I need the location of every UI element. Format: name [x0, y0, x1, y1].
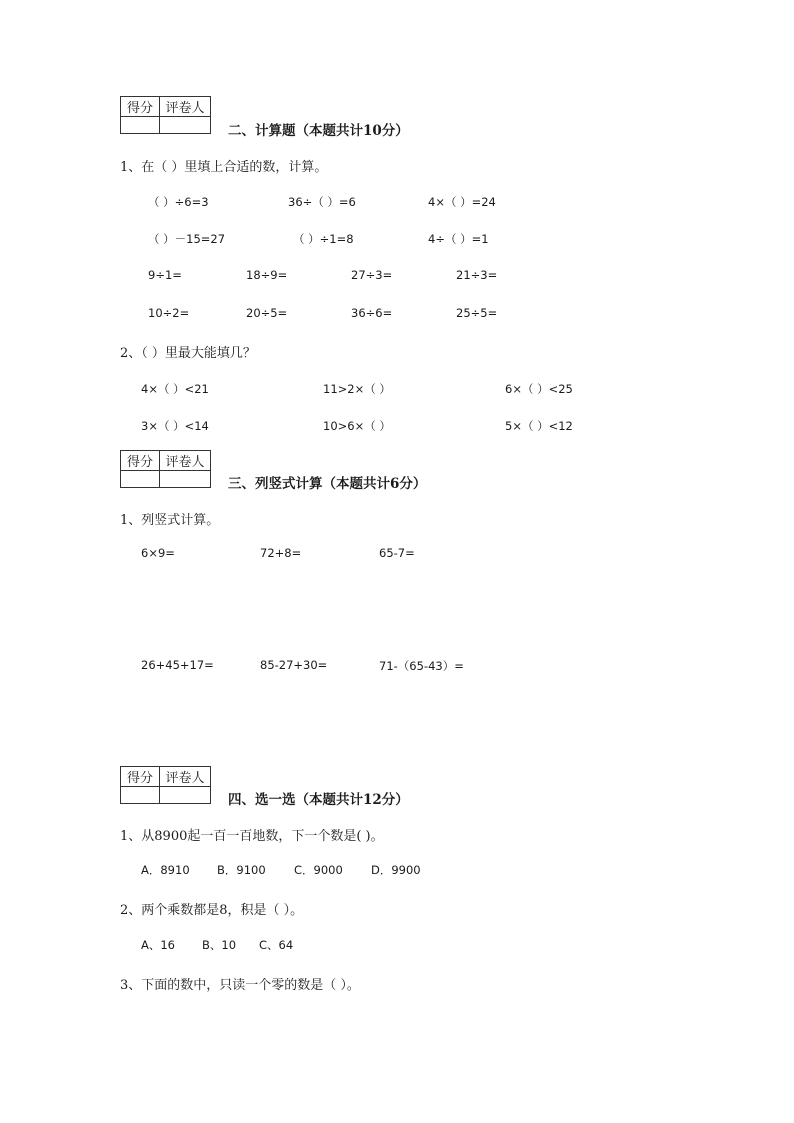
math-item: 5×（ ）<12 [505, 419, 573, 433]
math-item: 6×9= [141, 546, 175, 560]
option-b: B．9100 [217, 863, 266, 877]
question-prompt: 1、列竖式计算。 [120, 513, 220, 528]
score-label: 得分 [121, 97, 160, 117]
math-item: 4×（ ）<21 [141, 382, 209, 396]
score-table [120, 766, 211, 804]
math-item: 36÷（ ）=6 [288, 195, 356, 209]
math-item: （ ）÷6=3 [148, 195, 209, 209]
math-item: 85-27+30= [260, 658, 328, 672]
question-prompt: 1、在（ ）里填上合适的数，计算。 [120, 160, 328, 175]
grader-label: 评卷人 [160, 97, 211, 117]
question-prompt: 3、下面的数中，只读一个零的数是（ ）。 [120, 978, 360, 993]
math-item: 25÷5= [456, 306, 498, 320]
math-item: 72+8= [260, 546, 302, 560]
question-prompt: 2、两个乘数都是8，积是（ ）。 [120, 903, 304, 918]
grader-cell [160, 117, 211, 134]
option-c: C．9000 [294, 863, 343, 877]
grader-cell [160, 787, 211, 804]
score-table [120, 450, 211, 488]
grader-label: 评卷人 [160, 451, 211, 471]
math-item: 9÷1= [148, 268, 182, 282]
math-item: 36÷6= [351, 306, 393, 320]
math-item: （ ）－15=27 [148, 232, 226, 246]
grader-cell [160, 471, 211, 488]
option-a: A．8910 [141, 863, 190, 877]
option-b: B、10 [202, 938, 237, 952]
math-item: 26+45+17= [141, 658, 214, 672]
math-item: 4×（ ）=24 [428, 195, 496, 209]
math-item: 6×（ ）<25 [505, 382, 573, 396]
option-d: D．9900 [371, 863, 421, 877]
score-table [120, 96, 211, 134]
math-item: 71-（65-43）= [379, 659, 464, 673]
grader-label: 评卷人 [160, 767, 211, 787]
score-cell [121, 787, 160, 804]
score-label: 得分 [121, 451, 160, 471]
math-item: 4÷（ ）=1 [428, 232, 489, 246]
section-heading: 四、选一选（本题共计12分） [228, 792, 409, 808]
math-item: （ ）÷1=8 [293, 232, 354, 246]
section-heading: 三、列竖式计算（本题共计6分） [228, 476, 427, 492]
math-item: 20÷5= [246, 306, 288, 320]
math-item: 21÷3= [456, 268, 498, 282]
question-prompt: 2、（ ）里最大能填几？ [120, 346, 256, 361]
option-c: C、64 [259, 938, 294, 952]
question-prompt: 1、从8900起一百一百地数，下一个数是( )。 [120, 829, 384, 844]
math-item: 3×（ ）<14 [141, 419, 209, 433]
math-item: 10>6×（ ） [323, 419, 391, 433]
score-label: 得分 [121, 767, 160, 787]
math-item: 27÷3= [351, 268, 393, 282]
math-item: 11>2×（ ） [323, 382, 391, 396]
math-item: 10÷2= [148, 306, 190, 320]
math-item: 18÷9= [246, 268, 288, 282]
option-a: A、16 [141, 938, 176, 952]
section-heading: 二、计算题（本题共计10分） [228, 123, 409, 139]
math-item: 65-7= [379, 546, 415, 560]
score-cell [121, 117, 160, 134]
score-cell [121, 471, 160, 488]
